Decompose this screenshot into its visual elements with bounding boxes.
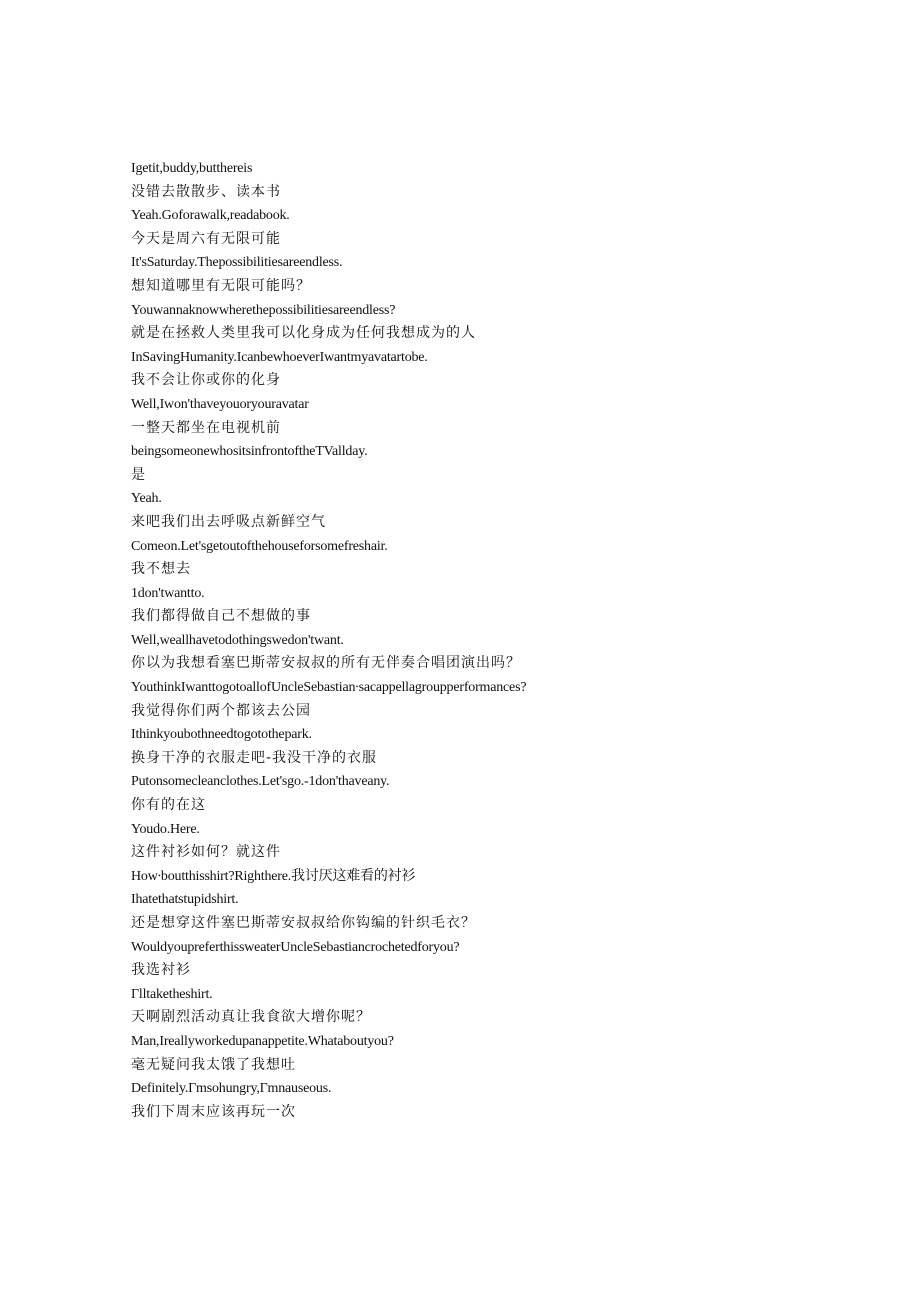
english-subtitle-line: YouthinkIwanttogotoallofUncleSebastian∙sacappellagroupperformances? — [131, 680, 527, 696]
english-subtitle-line: Putonsomecleanclothes.Let'sgo.-1don'thaveany. — [131, 774, 390, 790]
english-subtitle-line: Man,Ireallyworkedupanappetite.Whataboutyou? — [131, 1033, 394, 1049]
chinese-subtitle-line: 想知道哪里有无限可能吗？ — [131, 277, 311, 294]
english-subtitle-line: Γlltaketheshirt. — [131, 986, 213, 1002]
english-subtitle-line: beingsomeonewhositsinfrontoftheTVallday. — [131, 444, 368, 460]
english-subtitle-line: Ithinkyoubothneedtogotothepark. — [131, 727, 312, 743]
chinese-subtitle-line: 我们下周末应该再玩一次 — [131, 1103, 296, 1120]
chinese-subtitle-line: 就是在拯救人类里我可以化身成为任何我想成为的人 — [131, 325, 476, 342]
english-subtitle-line: Ihatethatstupidshirt. — [131, 892, 239, 908]
chinese-subtitle-line: 我选衬衫 — [131, 962, 191, 979]
english-subtitle-line: Youdo.Here. — [131, 821, 200, 837]
chinese-subtitle-line: 来吧我们出去呼吸点新鲜空气 — [131, 513, 326, 530]
english-subtitle-line: Igetit,buddy,butthereis — [131, 161, 253, 176]
chinese-subtitle-line: 这件衬衫如何？就这件 — [131, 844, 281, 861]
english-subtitle-line: Yeah. — [131, 491, 162, 507]
chinese-subtitle-line: 没错去散散步、读本书 — [131, 183, 281, 200]
chinese-subtitle-line: 是 — [131, 466, 146, 483]
chinese-subtitle-line: 你有的在这 — [131, 797, 206, 814]
english-subtitle-line: It'sSaturday.Thepossibilitiesareendless. — [131, 255, 343, 271]
english-subtitle-line: How∙boutthisshirt?Righthere.我讨厌这难看的衬衫 — [131, 868, 416, 884]
english-subtitle-line: Well,Iwon'thaveyouoryouravatar — [131, 396, 309, 412]
english-subtitle-line: Comeon.Let'sgetoutofthehouseforsomefreshair. — [131, 538, 388, 554]
chinese-subtitle-line: 我们都得做自己不想做的事 — [131, 608, 311, 625]
chinese-subtitle-line: 我觉得你们两个都该去公园 — [131, 702, 311, 719]
english-subtitle-line: Yeah.Goforawalk,readabook. — [131, 208, 290, 224]
chinese-subtitle-line: 今天是周六有无限可能 — [131, 230, 281, 247]
english-subtitle-line: Definitely.Γmsohungry,Γmnauseous. — [131, 1081, 332, 1097]
english-subtitle-line: WouldyoupreferthissweaterUncleSebastiancrochetedforyou? — [131, 939, 460, 955]
subtitle-transcript — [131, 157, 891, 1124]
chinese-subtitle-line: 一整天都坐在电视机前 — [131, 419, 281, 436]
chinese-subtitle-line: 还是想穿这件塞巴斯蒂安叔叔给你钩编的针织毛衣？ — [131, 915, 476, 931]
english-subtitle-line: Well,weallhavetodothingswedon'twant. — [131, 632, 344, 648]
chinese-subtitle-line: 毫无疑问我太饿了我想吐 — [131, 1056, 296, 1073]
english-subtitle-line: 1don'twantto. — [131, 585, 205, 601]
chinese-subtitle-line: 我不想去 — [131, 561, 191, 578]
chinese-subtitle-line: 我不会让你或你的化身 — [131, 372, 281, 389]
chinese-subtitle-line: 天啊剧烈活动真让我食欲大增你呢？ — [131, 1009, 371, 1026]
english-subtitle-line: Youwannaknowwherethepossibilitiesareendless? — [131, 302, 396, 318]
chinese-subtitle-line: 换身干净的衣服走吧-我没干净的衣服 — [131, 749, 378, 766]
english-subtitle-line: InSavingHumanity.IcanbewhoeverIwantmyavatartobe. — [131, 349, 428, 365]
chinese-subtitle-line: 你以为我想看塞巴斯蒂安叔叔的所有无伴奏合唱团演出吗？ — [131, 655, 521, 672]
